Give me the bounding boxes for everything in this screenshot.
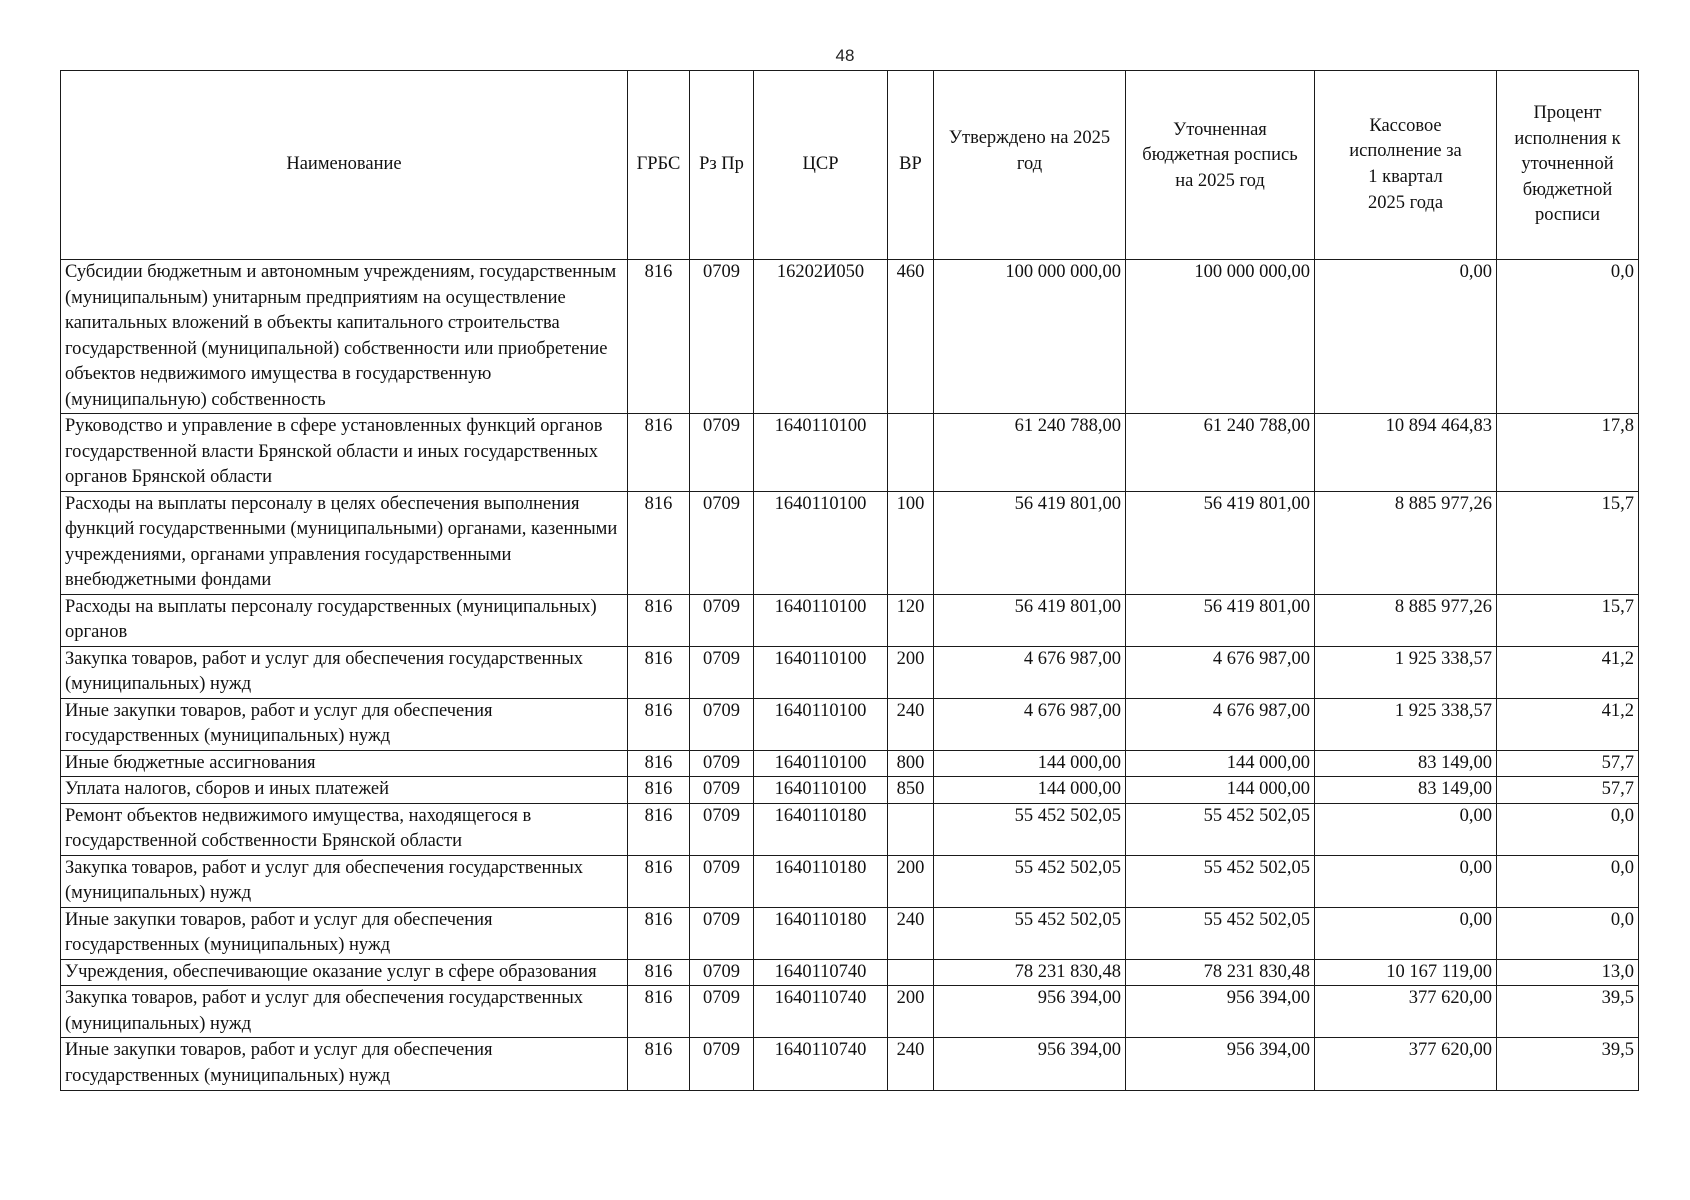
cell-name: Иные закупки товаров, работ и услуг для обеспечения государственных (муниципальных) нужд: [61, 698, 628, 750]
cell-rzpr: 0709: [690, 698, 754, 750]
cell-name: Закупка товаров, работ и услуг для обеспечения государственных (муниципальных) нужд: [61, 855, 628, 907]
cell-approved: 78 231 830,48: [934, 959, 1126, 986]
cell-executed: 10 167 119,00: [1315, 959, 1497, 986]
table-row: [61, 855, 1639, 907]
cell-approved: 100 000 000,00: [934, 260, 1126, 414]
cell-vr: [888, 414, 934, 492]
cell-vr: 850: [888, 777, 934, 804]
cell-percent: 0,0: [1497, 855, 1639, 907]
cell-name: Учреждения, обеспечивающие оказание услуг в сфере образования: [61, 959, 628, 986]
cell-csr: 1640110100: [754, 414, 888, 492]
cell-refined: 55 452 502,05: [1126, 803, 1315, 855]
cell-grbs: 816: [628, 260, 690, 414]
table-row: [61, 414, 1639, 492]
cell-percent: 57,7: [1497, 750, 1639, 777]
cell-executed: 0,00: [1315, 907, 1497, 959]
header-rzpr: Рз Пр: [690, 71, 754, 260]
cell-rzpr: 0709: [690, 959, 754, 986]
cell-refined: 144 000,00: [1126, 750, 1315, 777]
cell-rzpr: 0709: [690, 803, 754, 855]
table-row: [61, 986, 1639, 1038]
cell-vr: 240: [888, 907, 934, 959]
cell-csr: 1640110100: [754, 698, 888, 750]
cell-csr: 1640110180: [754, 855, 888, 907]
cell-rzpr: 0709: [690, 491, 754, 594]
cell-name: Расходы на выплаты персоналу в целях обеспечения выполнения функций государственными (муниципальными) органами, казенными учреждениями, органами управления государственными внебюджетными фондами: [61, 491, 628, 594]
cell-percent: 39,5: [1497, 1038, 1639, 1090]
table-row: [61, 491, 1639, 594]
cell-executed: 0,00: [1315, 803, 1497, 855]
header-name: Наименование: [61, 71, 628, 260]
cell-executed: 8 885 977,26: [1315, 594, 1497, 646]
cell-vr: 120: [888, 594, 934, 646]
budget-table: [60, 70, 1639, 1091]
cell-vr: 200: [888, 986, 934, 1038]
cell-grbs: 816: [628, 986, 690, 1038]
header-approved: Утверждено на 2025 год: [934, 71, 1126, 260]
cell-rzpr: 0709: [690, 260, 754, 414]
cell-grbs: 816: [628, 646, 690, 698]
cell-approved: 4 676 987,00: [934, 698, 1126, 750]
cell-vr: [888, 803, 934, 855]
cell-csr: 1640110180: [754, 907, 888, 959]
cell-csr: 16202И050: [754, 260, 888, 414]
cell-approved: 144 000,00: [934, 777, 1126, 804]
header-refined: Уточненная бюджетная роспись на 2025 год: [1126, 71, 1315, 260]
cell-name: Иные бюджетные ассигнования: [61, 750, 628, 777]
table-row: [61, 260, 1639, 414]
cell-csr: 1640110100: [754, 594, 888, 646]
cell-refined: 956 394,00: [1126, 1038, 1315, 1090]
cell-csr: 1640110100: [754, 777, 888, 804]
cell-grbs: 816: [628, 803, 690, 855]
cell-name: Закупка товаров, работ и услуг для обеспечения государственных (муниципальных) нужд: [61, 986, 628, 1038]
cell-rzpr: 0709: [690, 855, 754, 907]
cell-executed: 0,00: [1315, 855, 1497, 907]
cell-refined: 144 000,00: [1126, 777, 1315, 804]
header-csr: ЦСР: [754, 71, 888, 260]
cell-executed: 1 925 338,57: [1315, 646, 1497, 698]
cell-rzpr: 0709: [690, 594, 754, 646]
cell-percent: 13,0: [1497, 959, 1639, 986]
cell-refined: 78 231 830,48: [1126, 959, 1315, 986]
cell-approved: 4 676 987,00: [934, 646, 1126, 698]
cell-rzpr: 0709: [690, 646, 754, 698]
header-grbs: ГРБС: [628, 71, 690, 260]
cell-percent: 15,7: [1497, 491, 1639, 594]
header-executed: Кассовое исполнение за 1 квартал 2025 года: [1315, 71, 1497, 260]
cell-percent: 39,5: [1497, 986, 1639, 1038]
cell-rzpr: 0709: [690, 986, 754, 1038]
cell-approved: 56 419 801,00: [934, 491, 1126, 594]
cell-vr: 200: [888, 855, 934, 907]
table-row: [61, 594, 1639, 646]
cell-refined: 55 452 502,05: [1126, 907, 1315, 959]
table-row: [61, 698, 1639, 750]
cell-refined: 100 000 000,00: [1126, 260, 1315, 414]
cell-approved: 55 452 502,05: [934, 855, 1126, 907]
cell-rzpr: 0709: [690, 1038, 754, 1090]
table-row: [61, 907, 1639, 959]
cell-rzpr: 0709: [690, 777, 754, 804]
cell-refined: 55 452 502,05: [1126, 855, 1315, 907]
cell-percent: 15,7: [1497, 594, 1639, 646]
page-number: 48: [835, 46, 855, 65]
cell-name: Иные закупки товаров, работ и услуг для обеспечения государственных (муниципальных) нужд: [61, 907, 628, 959]
cell-executed: 377 620,00: [1315, 1038, 1497, 1090]
cell-percent: 0,0: [1497, 803, 1639, 855]
cell-name: Расходы на выплаты персоналу государственных (муниципальных) органов: [61, 594, 628, 646]
cell-approved: 61 240 788,00: [934, 414, 1126, 492]
cell-vr: 460: [888, 260, 934, 414]
header-vr: ВР: [888, 71, 934, 260]
cell-vr: [888, 959, 934, 986]
cell-vr: 240: [888, 1038, 934, 1090]
cell-name: Уплата налогов, сборов и иных платежей: [61, 777, 628, 804]
cell-refined: 4 676 987,00: [1126, 698, 1315, 750]
cell-grbs: 816: [628, 777, 690, 804]
cell-approved: 55 452 502,05: [934, 803, 1126, 855]
cell-executed: 8 885 977,26: [1315, 491, 1497, 594]
table-row: [61, 803, 1639, 855]
cell-executed: 0,00: [1315, 260, 1497, 414]
cell-grbs: 816: [628, 855, 690, 907]
cell-vr: 240: [888, 698, 934, 750]
cell-csr: 1640110100: [754, 646, 888, 698]
cell-approved: 956 394,00: [934, 1038, 1126, 1090]
cell-refined: 56 419 801,00: [1126, 594, 1315, 646]
cell-executed: 1 925 338,57: [1315, 698, 1497, 750]
cell-vr: 100: [888, 491, 934, 594]
cell-rzpr: 0709: [690, 750, 754, 777]
cell-name: Ремонт объектов недвижимого имущества, находящегося в государственной собственности Брянской области: [61, 803, 628, 855]
cell-refined: 56 419 801,00: [1126, 491, 1315, 594]
cell-executed: 10 894 464,83: [1315, 414, 1497, 492]
cell-percent: 57,7: [1497, 777, 1639, 804]
cell-name: Закупка товаров, работ и услуг для обеспечения государственных (муниципальных) нужд: [61, 646, 628, 698]
cell-name: Иные закупки товаров, работ и услуг для обеспечения государственных (муниципальных) нужд: [61, 1038, 628, 1090]
cell-grbs: 816: [628, 907, 690, 959]
cell-csr: 1640110180: [754, 803, 888, 855]
cell-refined: 956 394,00: [1126, 986, 1315, 1038]
cell-name: Руководство и управление в сфере установленных функций органов государственной власти Брянской области и иных государственных органов Брянской области: [61, 414, 628, 492]
cell-name: Субсидии бюджетным и автономным учреждениям, государственным (муниципальным) унитарным предприятиям на осуществление капитальных вложений в объекты капитального строительства государственной (муниципальной) собственности или приобретение объектов недвижимого имущества в государственную (муниципальную) собственность: [61, 260, 628, 414]
table-row: [61, 777, 1639, 804]
cell-percent: 0,0: [1497, 907, 1639, 959]
cell-vr: 800: [888, 750, 934, 777]
cell-executed: 83 149,00: [1315, 777, 1497, 804]
cell-percent: 41,2: [1497, 698, 1639, 750]
cell-csr: 1640110100: [754, 750, 888, 777]
cell-csr: 1640110740: [754, 986, 888, 1038]
cell-approved: 144 000,00: [934, 750, 1126, 777]
cell-executed: 83 149,00: [1315, 750, 1497, 777]
cell-grbs: 816: [628, 594, 690, 646]
header-percent: Процент исполнения к уточненной бюджетной росписи: [1497, 71, 1639, 260]
cell-grbs: 816: [628, 1038, 690, 1090]
table-row: [61, 646, 1639, 698]
cell-executed: 377 620,00: [1315, 986, 1497, 1038]
table-row: [61, 959, 1639, 986]
cell-percent: 17,8: [1497, 414, 1639, 492]
cell-grbs: 816: [628, 698, 690, 750]
cell-rzpr: 0709: [690, 907, 754, 959]
table-row: [61, 1038, 1639, 1090]
cell-percent: 0,0: [1497, 260, 1639, 414]
cell-refined: 4 676 987,00: [1126, 646, 1315, 698]
cell-vr: 200: [888, 646, 934, 698]
cell-grbs: 816: [628, 414, 690, 492]
cell-csr: 1640110740: [754, 1038, 888, 1090]
cell-grbs: 816: [628, 491, 690, 594]
table-header-row: [61, 71, 1639, 260]
cell-refined: 61 240 788,00: [1126, 414, 1315, 492]
cell-rzpr: 0709: [690, 414, 754, 492]
cell-approved: 55 452 502,05: [934, 907, 1126, 959]
cell-approved: 956 394,00: [934, 986, 1126, 1038]
table-row: [61, 750, 1639, 777]
cell-csr: 1640110740: [754, 959, 888, 986]
cell-csr: 1640110100: [754, 491, 888, 594]
cell-approved: 56 419 801,00: [934, 594, 1126, 646]
cell-grbs: 816: [628, 750, 690, 777]
cell-percent: 41,2: [1497, 646, 1639, 698]
cell-grbs: 816: [628, 959, 690, 986]
